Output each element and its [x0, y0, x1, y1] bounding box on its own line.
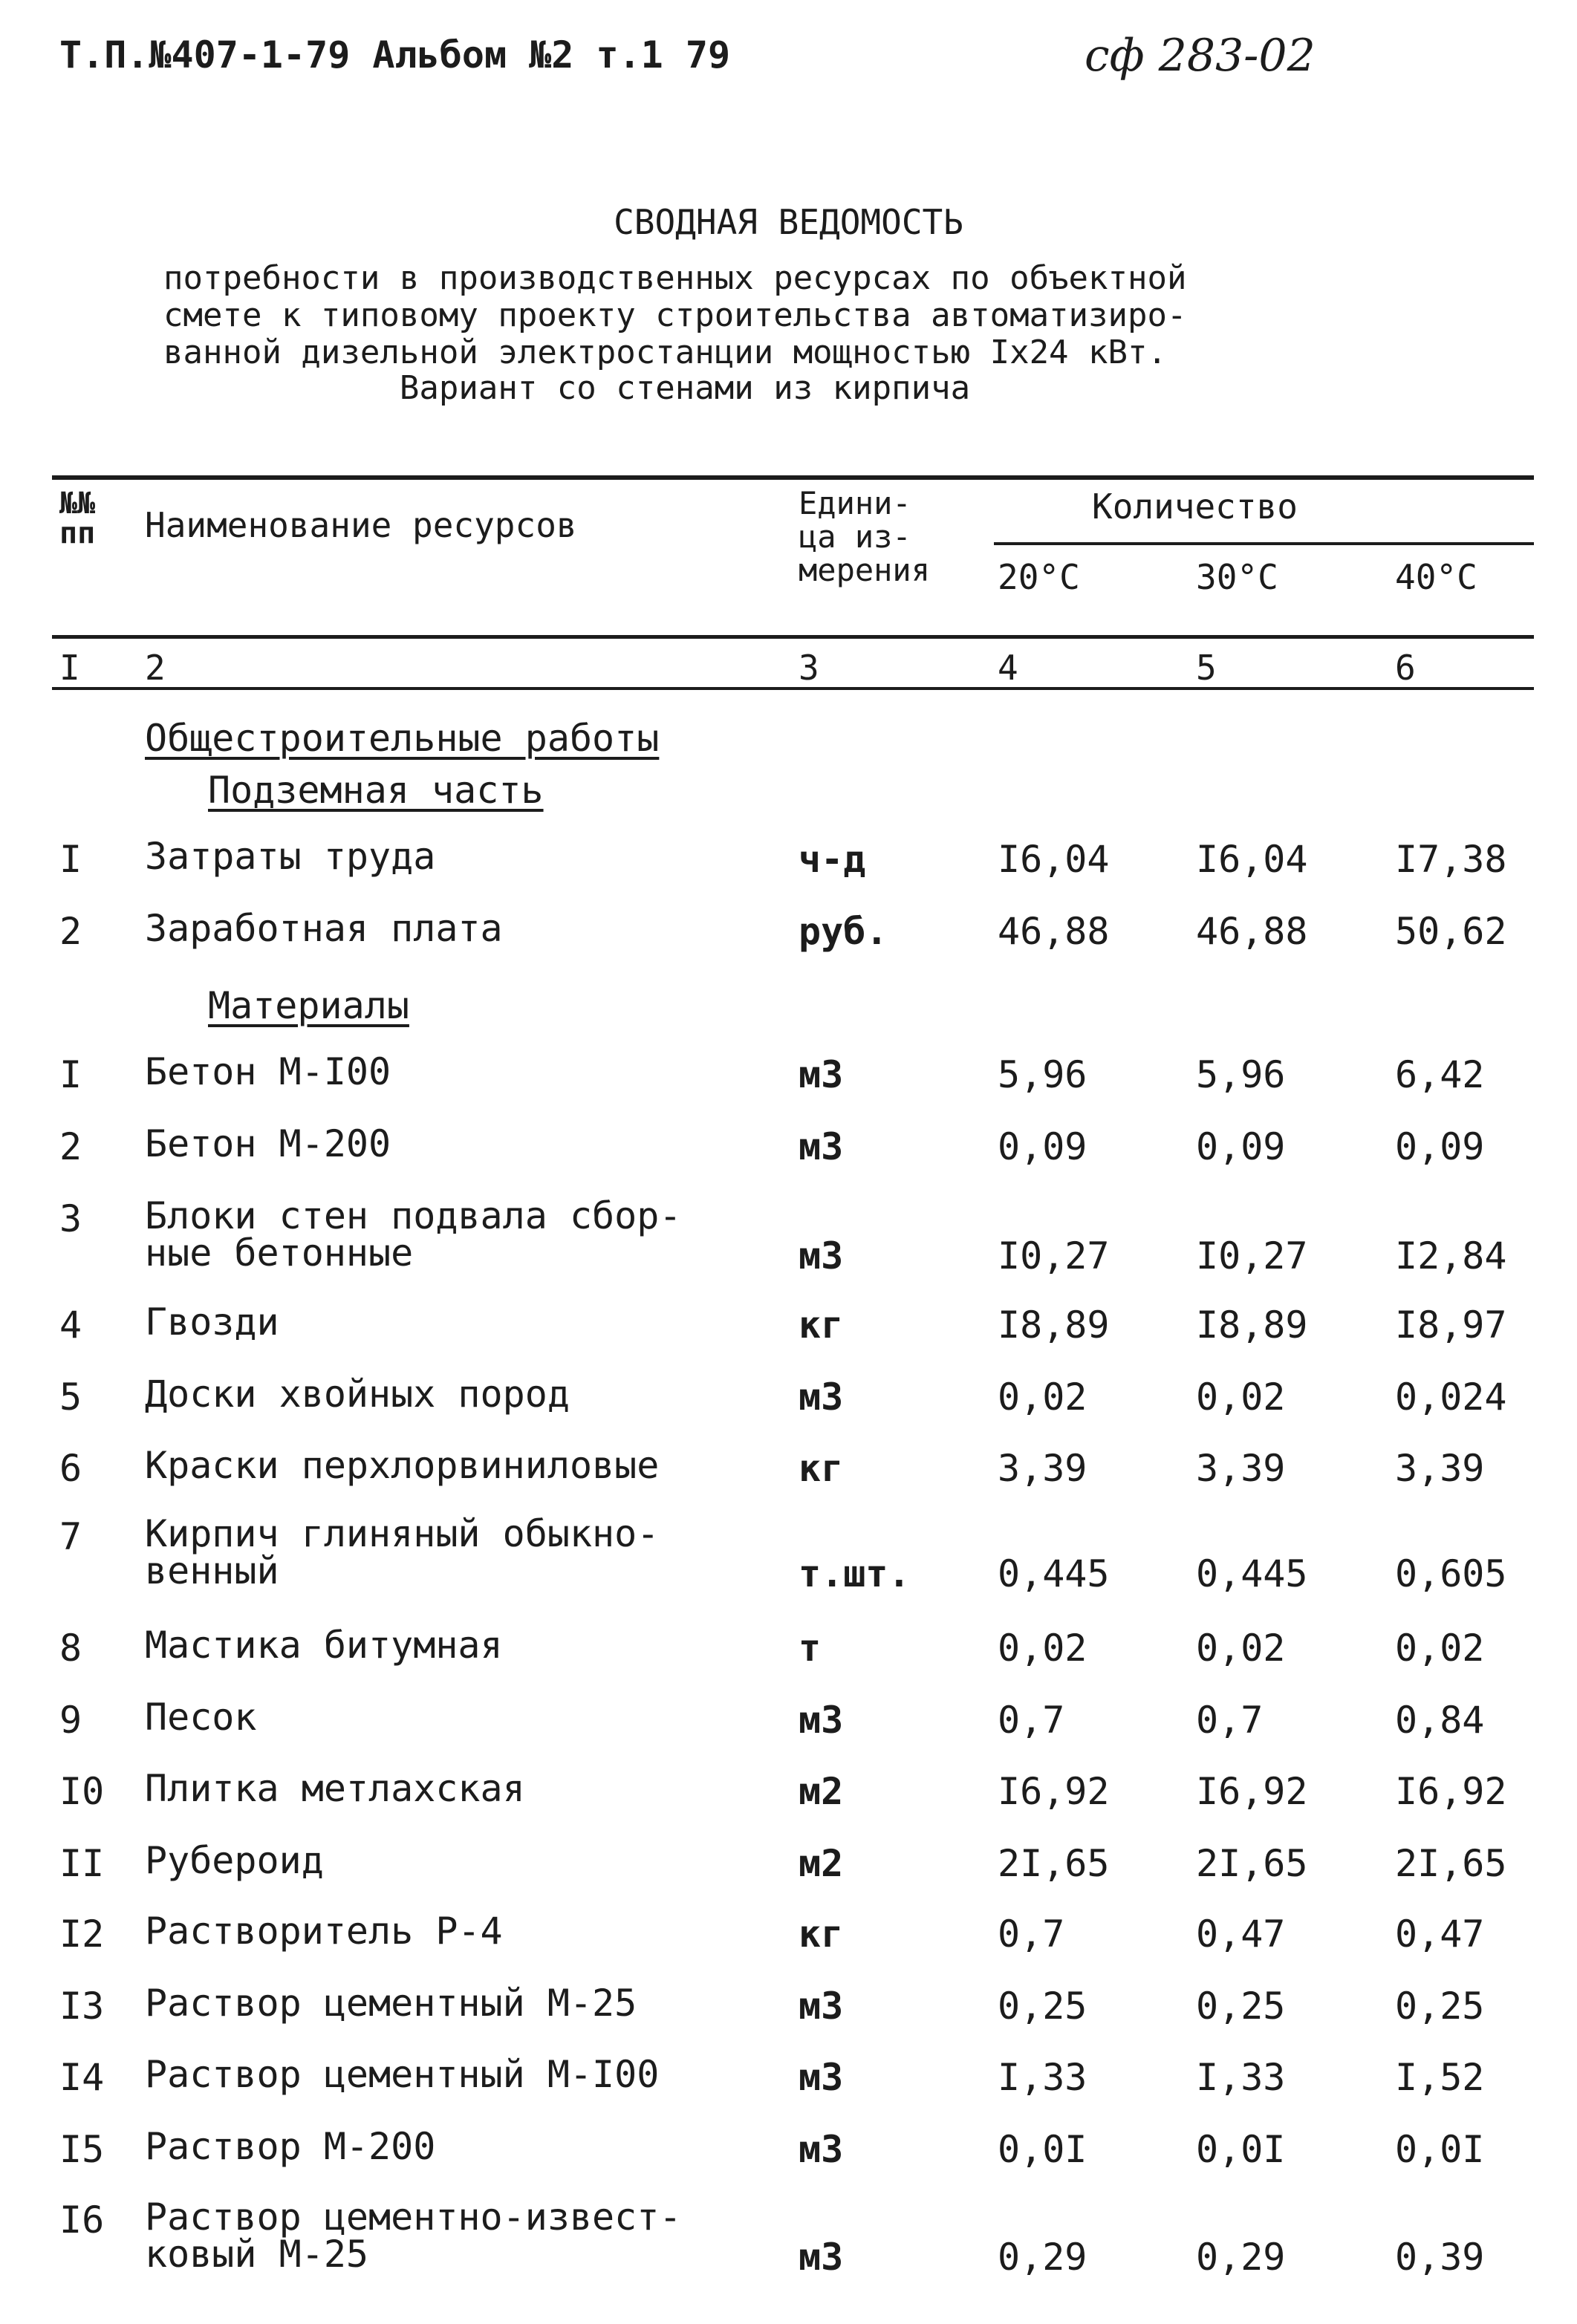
qty-20c: I8,89	[998, 1303, 1110, 1347]
subsection-title: Подземная часть	[208, 769, 544, 812]
col-number-1: I	[59, 648, 80, 688]
qty-30c: 0,47	[1196, 1913, 1286, 1956]
column-numbers-rule	[52, 687, 1534, 690]
qty-30c: 2I,65	[1196, 1842, 1308, 1885]
unit: м3	[799, 1125, 844, 1168]
unit: кг	[799, 1913, 844, 1956]
qty-30c: 0,25	[1196, 1985, 1286, 2028]
qty-30c: I6,04	[1196, 838, 1308, 881]
row-number: I5	[59, 2128, 105, 2171]
row-number: I2	[59, 1913, 105, 1956]
qty-30c: 5,96	[1196, 1053, 1286, 1096]
row-number: I	[59, 1053, 82, 1096]
qty-20c: 46,88	[998, 910, 1110, 953]
qty-30c: I,33	[1196, 2056, 1286, 2099]
unit: м3	[799, 1699, 844, 1742]
resource-name: Заработная плата	[145, 907, 503, 950]
reference-code: сф 283-02	[1085, 30, 1316, 82]
row-number: 7	[59, 1515, 82, 1558]
header-quantity: Количество	[1092, 486, 1298, 527]
qty-20c: 0,7	[998, 1913, 1065, 1956]
qty-40c: 0,39	[1395, 2236, 1485, 2279]
resource-name: Гвозди	[145, 1301, 279, 1344]
row-number: I	[59, 838, 82, 881]
qty-30c: 0,29	[1196, 2236, 1286, 2279]
qty-20c: 0,02	[998, 1376, 1087, 1419]
resource-name: Песок	[145, 1696, 257, 1739]
qty-20c: 0,7	[998, 1699, 1065, 1742]
row-number: I6	[59, 2198, 105, 2242]
subtitle-line: смете к типовому проекту строительства автоматизиро-	[163, 296, 1187, 334]
qty-40c: 50,62	[1395, 910, 1507, 953]
unit: м3	[799, 1053, 844, 1096]
qty-20c: 0,445	[998, 1552, 1110, 1595]
qty-40c: 0,0I	[1395, 2128, 1485, 2171]
row-number: 8	[59, 1627, 82, 1670]
row-number: 2	[59, 1125, 82, 1168]
qty-40c: I7,38	[1395, 838, 1507, 881]
qty-20c: 5,96	[998, 1053, 1087, 1096]
qty-30c: I8,89	[1196, 1303, 1308, 1347]
row-number: 6	[59, 1447, 82, 1490]
resource-name: Мастика битумная	[145, 1624, 503, 1667]
qty-30c: 0,0I	[1196, 2128, 1286, 2171]
unit: м3	[799, 1985, 844, 2028]
qty-40c: 0,09	[1395, 1125, 1485, 1168]
row-number: I4	[59, 2056, 105, 2099]
resource-name: Раствор цементный М-I00	[145, 2053, 660, 2096]
row-number: 4	[59, 1303, 82, 1347]
header-t30: 30°С	[1196, 557, 1278, 597]
qty-30c: 0,7	[1196, 1699, 1264, 1742]
resource-name: Бетон М-200	[145, 1122, 391, 1165]
materials-title: Материалы	[208, 984, 409, 1027]
subtitle-line: потребности в производственных ресурсах по объектной	[163, 259, 1187, 297]
qty-40c: 0,47	[1395, 1913, 1485, 1956]
resource-name: Раствор цементный М-25	[145, 1982, 637, 2025]
resource-name: Бетон М-I00	[145, 1050, 391, 1093]
unit: т.шт.	[799, 1552, 911, 1595]
unit: руб.	[799, 910, 888, 953]
row-number: 3	[59, 1197, 82, 1240]
section-title: Общестроительные работы	[145, 717, 660, 760]
table-top-rule	[52, 475, 1534, 480]
qty-20c: 0,02	[998, 1627, 1087, 1670]
qty-20c: I0,27	[998, 1234, 1110, 1277]
qty-40c: 0,024	[1395, 1376, 1507, 1419]
qty-30c: 0,02	[1196, 1627, 1286, 1670]
resource-name: Плитка метлахская	[145, 1767, 525, 1810]
unit: кг	[799, 1447, 844, 1490]
row-number: 5	[59, 1376, 82, 1419]
unit: м3	[799, 1376, 844, 1419]
resource-name: Растворитель Р-4	[145, 1910, 503, 1953]
qty-30c: 46,88	[1196, 910, 1308, 953]
header-t40: 40°С	[1395, 557, 1477, 597]
qty-40c: 6,42	[1395, 1053, 1485, 1096]
resource-name: Доски хвойных пород	[145, 1373, 570, 1416]
col-number-4: 4	[998, 648, 1018, 688]
unit: ч-д	[799, 838, 866, 881]
resource-name: Кирпич глиняный обыкно- венный	[145, 1512, 660, 1592]
resource-name: Блоки стен подвала сбор- ные бетонные	[145, 1194, 682, 1275]
col-number-6: 6	[1395, 648, 1416, 688]
qty-40c: I,52	[1395, 2056, 1485, 2099]
qty-30c: 3,39	[1196, 1447, 1286, 1490]
resource-name: Краски перхлорвиниловые	[145, 1444, 660, 1487]
resource-name: Рубероид	[145, 1839, 324, 1882]
qty-20c: 0,25	[998, 1985, 1087, 2028]
row-number: 2	[59, 910, 82, 953]
qty-20c: I6,92	[998, 1770, 1110, 1813]
document-title: СВОДНАЯ ВЕДОМОСТЬ	[614, 202, 963, 242]
qty-20c: 3,39	[998, 1447, 1087, 1490]
document-code: Т.П.№407-1-79 Альбом №2 т.1 79	[59, 33, 731, 77]
resource-name: Раствор М-200	[145, 2125, 436, 2168]
header-t20: 20°С	[998, 557, 1080, 597]
header-name: Наименование ресурсов	[145, 505, 577, 545]
qty-40c: 2I,65	[1395, 1842, 1507, 1885]
unit: т	[799, 1627, 822, 1670]
qty-40c: 3,39	[1395, 1447, 1485, 1490]
qty-20c: 0,0I	[998, 2128, 1087, 2171]
header-unit: Едини- ца из- мерения	[799, 485, 931, 588]
qty-40c: I8,97	[1395, 1303, 1507, 1347]
col-number-5: 5	[1196, 648, 1217, 688]
row-number: I0	[59, 1770, 105, 1813]
qty-30c: 0,445	[1196, 1552, 1308, 1595]
qty-30c: I6,92	[1196, 1770, 1308, 1813]
resource-name: Затраты труда	[145, 835, 436, 878]
qty-30c: 0,02	[1196, 1376, 1286, 1419]
qty-40c: I6,92	[1395, 1770, 1507, 1813]
quantity-header-rule	[994, 542, 1534, 545]
qty-20c: 2I,65	[998, 1842, 1110, 1885]
qty-20c: I,33	[998, 2056, 1087, 2099]
col-number-2: 2	[145, 648, 166, 688]
row-number: II	[59, 1842, 105, 1885]
qty-30c: I0,27	[1196, 1234, 1308, 1277]
unit: м3	[799, 1234, 844, 1277]
header-bottom-rule	[52, 635, 1534, 639]
row-number: 9	[59, 1699, 82, 1742]
row-number: I3	[59, 1985, 105, 2028]
qty-20c: 0,09	[998, 1125, 1087, 1168]
subtitle-line: ванной дизельной электростанции мощностью Iх24 кВт.	[163, 333, 1168, 371]
qty-40c: 0,605	[1395, 1552, 1507, 1595]
qty-30c: 0,09	[1196, 1125, 1286, 1168]
qty-40c: I2,84	[1395, 1234, 1507, 1277]
subtitle-line: Вариант со стенами из кирпича	[163, 369, 971, 407]
col-number-3: 3	[799, 648, 819, 688]
resource-name: Раствор цементно-извест- ковый М-25	[145, 2196, 682, 2276]
unit: м3	[799, 2128, 844, 2171]
qty-40c: 0,02	[1395, 1627, 1485, 1670]
header-num: №№ пп	[59, 486, 96, 550]
qty-40c: 0,25	[1395, 1985, 1485, 2028]
unit: м3	[799, 2056, 844, 2099]
unit: м2	[799, 1842, 844, 1885]
qty-40c: 0,84	[1395, 1699, 1485, 1742]
unit: кг	[799, 1303, 844, 1347]
unit: м2	[799, 1770, 844, 1813]
unit: м3	[799, 2236, 844, 2279]
qty-20c: I6,04	[998, 838, 1110, 881]
qty-20c: 0,29	[998, 2236, 1087, 2279]
